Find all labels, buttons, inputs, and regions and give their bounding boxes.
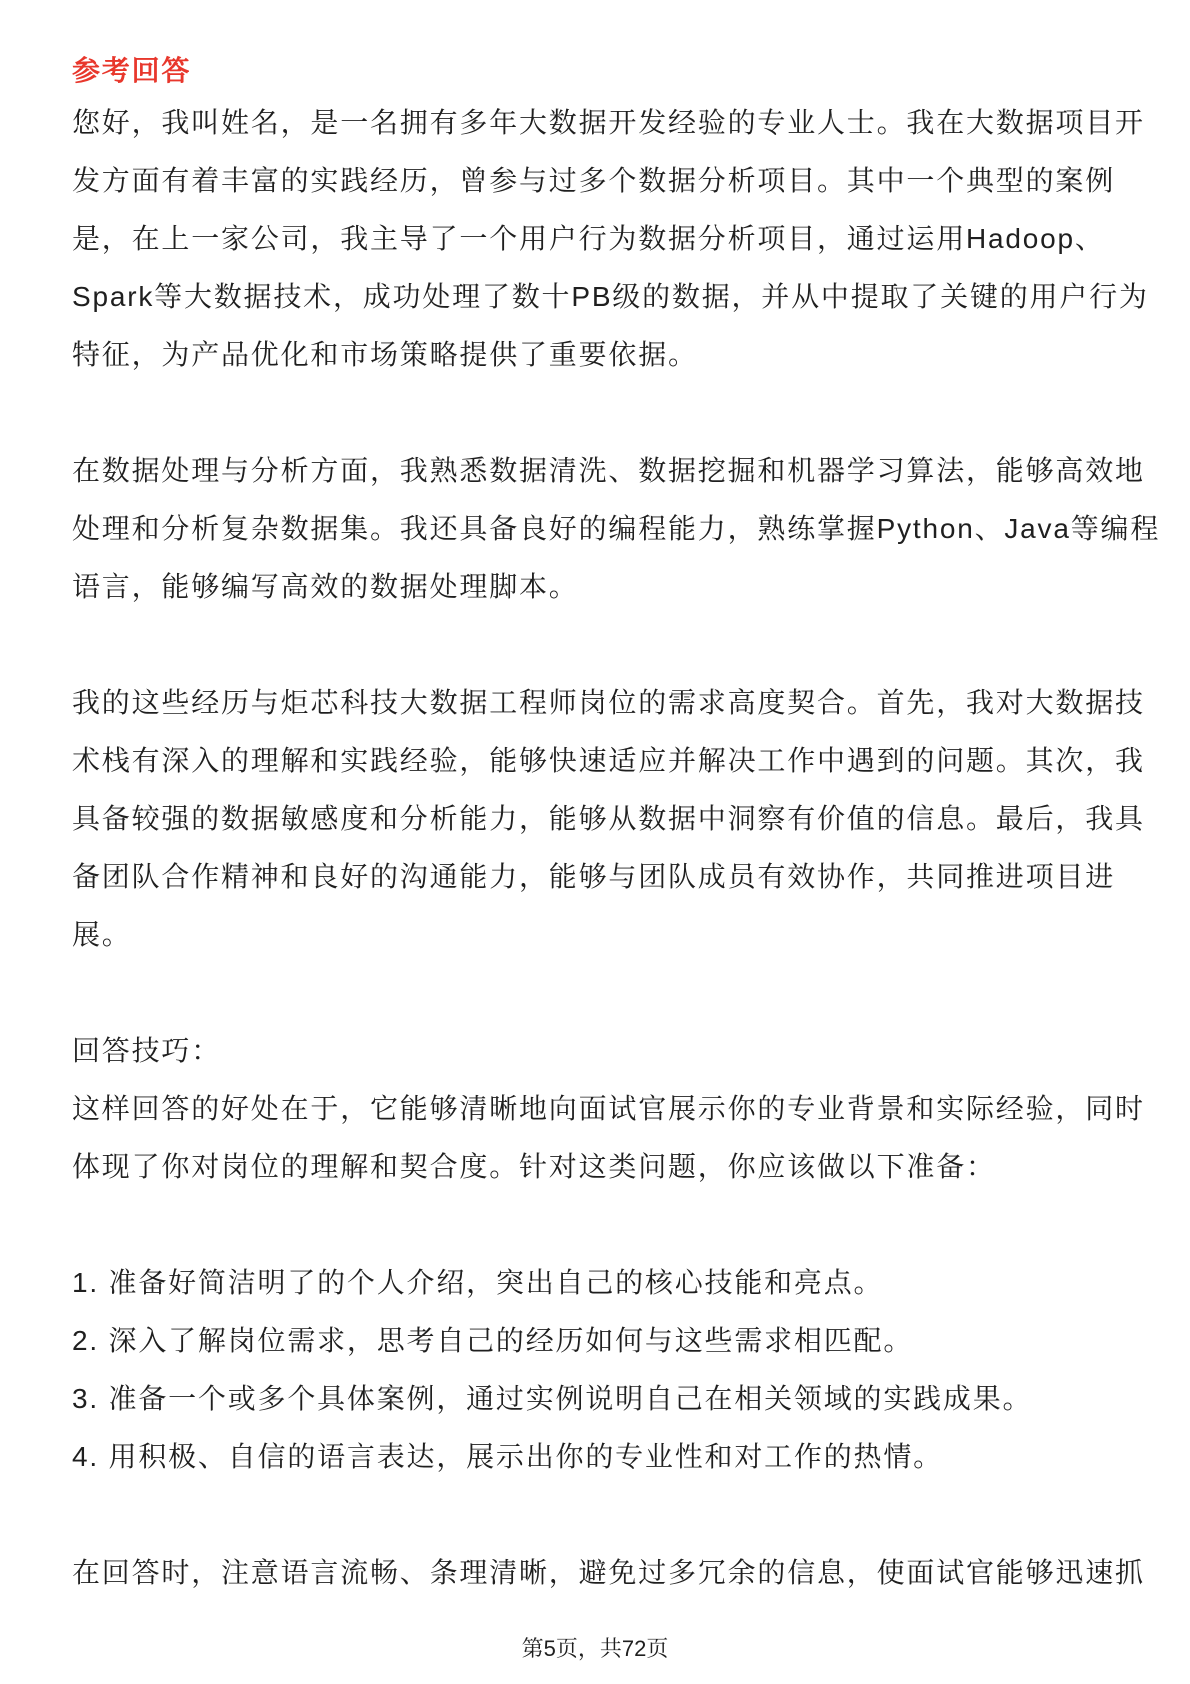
text-line: 您好，我叫姓名，是一名拥有多年大数据开发经验的专业人士。我在大数据项目开 [72,107,1145,138]
text-line: 发方面有着丰富的实践经历，曾参与过多个数据分析项目。其中一个典型的案例 [72,165,1116,196]
tips-intro [72,1080,1162,1196]
list-item: 4. 用积极、自信的语言表达，展示出你的专业性和对工作的热情。 [72,1441,943,1472]
list-item: 2. 深入了解岗位需求，思考自己的经历如何与这些需求相匹配。 [72,1325,914,1356]
tips-heading-block [72,1022,1162,1080]
page-content [72,48,1162,1602]
text-line: 是，在上一家公司，我主导了一个用户行为数据分析项目，通过运用Hadoop、 [72,223,1105,254]
tips-list [72,1254,1162,1486]
list-item: 3. 准备一个或多个具体案例，通过实例说明自己在相关领域的实践成果。 [72,1383,1033,1414]
text-line: 特征，为产品优化和市场策略提供了重要依据。 [72,339,698,370]
page-number: 第5页，共72页 [521,1636,669,1661]
text-line: 我的这些经历与炬芯科技大数据工程师岗位的需求高度契合。首先，我对大数据技 [72,687,1145,718]
answer-paragraph-3 [72,674,1162,964]
answer-heading: 参考回答 [72,55,192,86]
text-line: Spark等大数据技术，成功处理了数十PB级的数据，并从中提取了关键的用户行为 [72,281,1149,312]
text-line: 语言，能够编写高效的数据处理脚本。 [72,571,579,602]
tips-closing [72,1544,1162,1602]
text-line: 展。 [72,919,132,950]
answer-paragraph-2 [72,442,1162,616]
text-line: 体现了你对岗位的理解和契合度。针对这类问题，你应该做以下准备： [72,1151,996,1182]
text-line: 术栈有深入的理解和实践经验，能够快速适应并解决工作中遇到的问题。其次，我 [72,745,1145,776]
answer-paragraph-1 [72,94,1162,384]
text-line: 在回答时，注意语言流畅、条理清晰，避免过多冗余的信息，使面试官能够迅速抓 [72,1557,1145,1588]
text-line: 这样回答的好处在于，它能够清晰地向面试官展示你的专业背景和实际经验，同时 [72,1093,1145,1124]
list-item: 1. 准备好简洁明了的个人介绍，突出自己的核心技能和亮点。 [72,1267,884,1298]
text-line: 在数据处理与分析方面，我熟悉数据清洗、数据挖掘和机器学习算法，能够高效地 [72,455,1145,486]
text-line: 具备较强的数据敏感度和分析能力，能够从数据中洞察有价值的信息。最后，我具 [72,803,1145,834]
tips-heading: 回答技巧： [72,1035,222,1066]
text-line: 备团队合作精神和良好的沟通能力，能够与团队成员有效协作，共同推进项目进 [72,861,1116,892]
text-line: 处理和分析复杂数据集。我还具备良好的编程能力，熟练掌握Python、Java等编程 [72,513,1161,544]
